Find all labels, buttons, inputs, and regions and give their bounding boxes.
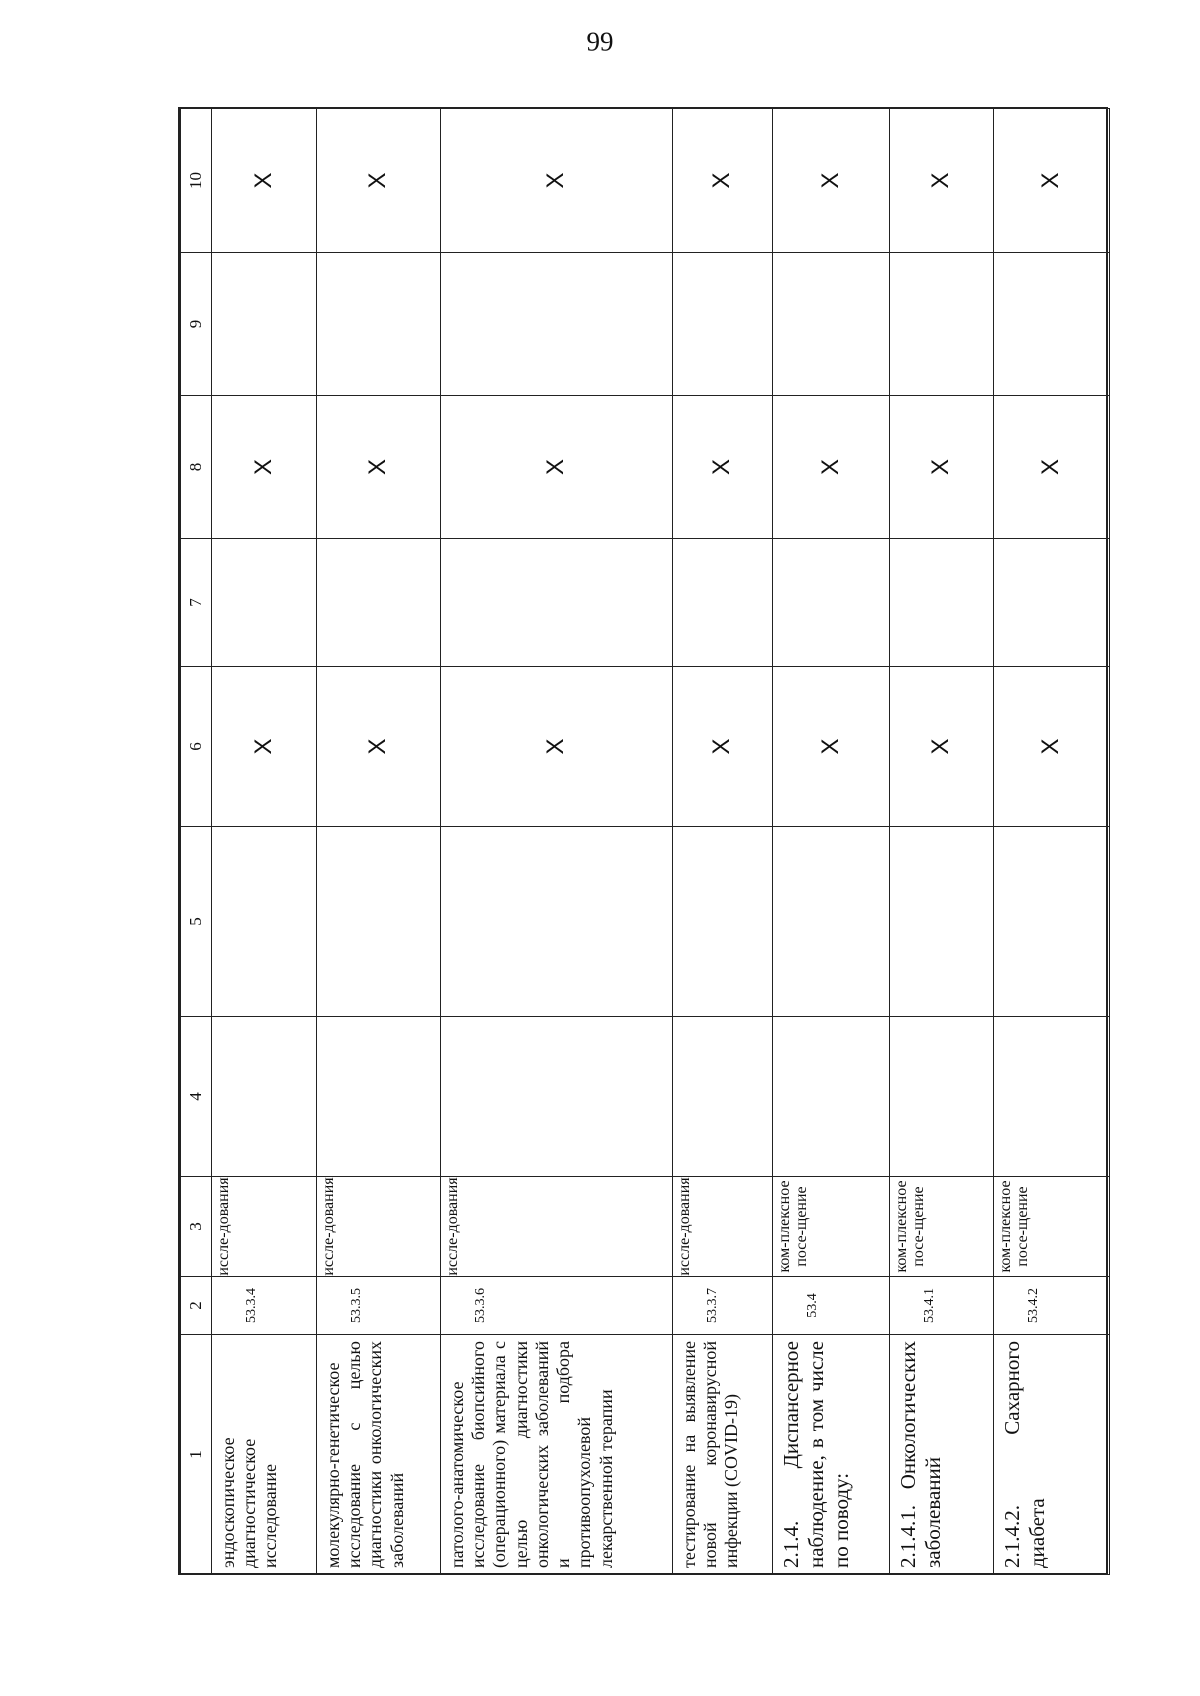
cell-col4 [212,1017,317,1177]
row-unit: иссле-дования [441,1177,673,1277]
column-header: 6 [181,667,212,827]
row-unit: ком-плексное посе-щение [994,1177,1110,1277]
column-header: 8 [181,396,212,539]
cell-col5 [890,827,994,1017]
table-row [317,109,441,1575]
x-mark-col10: X [317,109,441,253]
column-header: 2 [181,1277,212,1335]
cell-col7 [890,539,994,667]
cell-col7 [441,539,673,667]
row-unit: иссле-дования [317,1177,441,1277]
row-name: 2.1.4. Диспансерное наблюдение, в том числе по поводу: [773,1335,890,1575]
table-row [890,109,994,1575]
cell-col5 [212,827,317,1017]
column-header: 10 [181,109,212,253]
x-mark-col6: X [673,667,773,827]
row-name: 2.1.4.1. Онкологических заболеваний [890,1335,994,1575]
row-code: 53.3.4 [212,1277,317,1335]
x-mark-col6: X [994,667,1110,827]
x-mark-col10: X [673,109,773,253]
cell-col9 [317,253,441,396]
table-row [994,109,1110,1575]
x-mark-col8: X [773,396,890,539]
row-code: 53.4.2 [994,1277,1110,1335]
cell-col9 [673,253,773,396]
cell-col9 [441,253,673,396]
x-mark-col8: X [212,396,317,539]
rotated-table-frame [178,107,1108,1575]
cell-col7 [317,539,441,667]
row-unit: иссле-дования [212,1177,317,1277]
cell-col5 [673,827,773,1017]
row-unit: иссле-дования [673,1177,773,1277]
table-row [441,109,673,1575]
column-header: 3 [181,1177,212,1277]
cell-col4 [673,1017,773,1177]
cell-col5 [773,827,890,1017]
column-header: 4 [181,1017,212,1177]
x-mark-col10: X [890,109,994,253]
row-code: 53.4.1 [890,1277,994,1335]
row-name: 2.1.4.2. Сахарного диабета [994,1335,1110,1575]
x-mark-col6: X [773,667,890,827]
x-mark-col8: X [890,396,994,539]
x-mark-col6: X [441,667,673,827]
cell-col4 [317,1017,441,1177]
row-code: 53.3.7 [673,1277,773,1335]
x-mark-col8: X [673,396,773,539]
column-header: 9 [181,253,212,396]
column-header: 7 [181,539,212,667]
data-table [180,108,1110,1575]
cell-col9 [994,253,1110,396]
cell-col7 [212,539,317,667]
x-mark-col10: X [773,109,890,253]
cell-col4 [773,1017,890,1177]
cell-col4 [994,1017,1110,1177]
column-header: 5 [181,827,212,1017]
cell-col7 [673,539,773,667]
x-mark-col6: X [317,667,441,827]
x-mark-col6: X [890,667,994,827]
x-mark-col10: X [441,109,673,253]
x-mark-col6: X [212,667,317,827]
header-row [181,109,212,1575]
cell-col9 [773,253,890,396]
x-mark-col8: X [994,396,1110,539]
row-code: 53.3.6 [441,1277,673,1335]
cell-col5 [441,827,673,1017]
row-code: 53.4 [773,1277,890,1335]
row-unit: ком-плексное посе-щение [773,1177,890,1277]
x-mark-col10: X [212,109,317,253]
cell-col4 [441,1017,673,1177]
row-name: патолого-анатомическое исследование биопсийного (операционного) материала с целью диагностики онкологических заболеваний и подбора противоопухолевой лекарственной терапии [441,1335,673,1575]
table-row [673,109,773,1575]
column-header: 1 [181,1335,212,1575]
table-row [212,109,317,1575]
x-mark-col8: X [317,396,441,539]
cell-col9 [890,253,994,396]
row-code: 53.3.5 [317,1277,441,1335]
cell-col5 [317,827,441,1017]
row-name: тестирование на выявление новой коронавирусной инфекции (COVID-19) [673,1335,773,1575]
row-unit: ком-плексное посе-щение [890,1177,994,1277]
cell-col5 [994,827,1110,1017]
page-number: 99 [586,26,614,57]
cell-col7 [773,539,890,667]
x-mark-col8: X [441,396,673,539]
cell-col7 [994,539,1110,667]
row-name: эндоскопическое диагностическое исследование [212,1335,317,1575]
cell-col4 [890,1017,994,1177]
table-row [773,109,890,1575]
row-name: молекулярно-генетическое исследование с целью диагностики онкологических заболеваний [317,1335,441,1575]
cell-col9 [212,253,317,396]
x-mark-col10: X [994,109,1110,253]
